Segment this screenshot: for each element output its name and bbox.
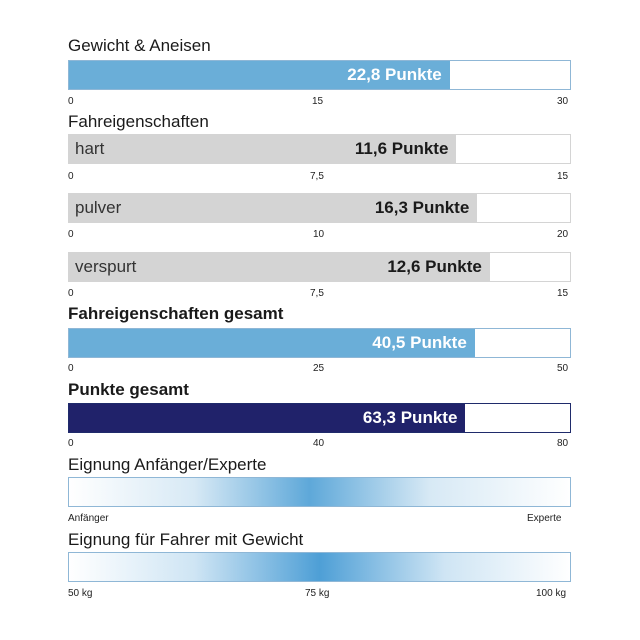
weight-gradient-bar xyxy=(68,552,571,582)
tick-label: 15 xyxy=(557,171,569,182)
tick-label: 15 xyxy=(557,288,569,299)
bar-value-label: 16,3 Punkte xyxy=(374,198,470,217)
tick-label: 20 xyxy=(557,229,569,240)
tick-label: 10 xyxy=(313,229,325,240)
tick-label: 0 xyxy=(68,363,74,374)
chart-title-punkte-gesamt: Punkte gesamt xyxy=(68,380,189,399)
tick-label: 25 xyxy=(313,363,325,374)
bar-track-verspurt xyxy=(68,252,571,282)
chart-title-eignung-anfaenger-experte: Eignung Anfänger/Experte xyxy=(68,455,267,474)
suitability-gradient-bar xyxy=(68,477,571,507)
scale-label: 75 kg xyxy=(305,588,330,599)
chart-title-eignung-gewicht: Eignung für Fahrer mit Gewicht xyxy=(68,530,304,549)
bar-value-label: 40,5 Punkte xyxy=(372,333,467,352)
tick-label: 0 xyxy=(68,229,74,240)
tick-label: 0 xyxy=(68,438,74,449)
tick-label: 50 xyxy=(557,363,569,374)
bar-value-label: 22,8 Punkte xyxy=(347,65,442,84)
bar-value-label: 12,6 Punkte xyxy=(387,257,482,276)
tick-label: 0 xyxy=(68,171,74,182)
bar-track-hart xyxy=(68,134,571,164)
scale-label: Experte xyxy=(527,513,562,524)
category-label: hart xyxy=(75,139,105,158)
category-label: verspurt xyxy=(75,257,137,276)
tick-label: 40 xyxy=(313,438,325,449)
tick-label: 0 xyxy=(68,288,74,299)
scale-label: Anfänger xyxy=(68,513,109,524)
chart-title-gewicht: Gewicht & Aneisen xyxy=(68,36,211,55)
category-label: pulver xyxy=(75,198,122,217)
tick-label: 80 xyxy=(557,438,569,449)
bar-track-punkte-gesamt xyxy=(68,403,571,433)
bar-track-pulver xyxy=(68,193,571,223)
bar-value-label: 11,6 Punkte xyxy=(354,139,449,158)
chart-title-fahreigenschaften-gesamt: Fahreigenschaften gesamt xyxy=(68,304,284,323)
section-title-fahreigenschaften: Fahreigenschaften xyxy=(68,112,209,131)
tick-label: 7,5 xyxy=(310,171,324,182)
bar-value-label: 63,3 Punkte xyxy=(362,408,458,427)
tick-label: 7,5 xyxy=(310,288,324,299)
scale-label: 100 kg xyxy=(536,588,567,599)
bar-track-fahreigenschaften-gesamt xyxy=(68,328,571,358)
bar-track-gewicht xyxy=(68,60,571,90)
tick-label: 30 xyxy=(557,96,569,107)
tick-label: 15 xyxy=(312,96,324,107)
scale-label: 50 kg xyxy=(68,588,93,599)
tick-label: 0 xyxy=(68,96,74,107)
